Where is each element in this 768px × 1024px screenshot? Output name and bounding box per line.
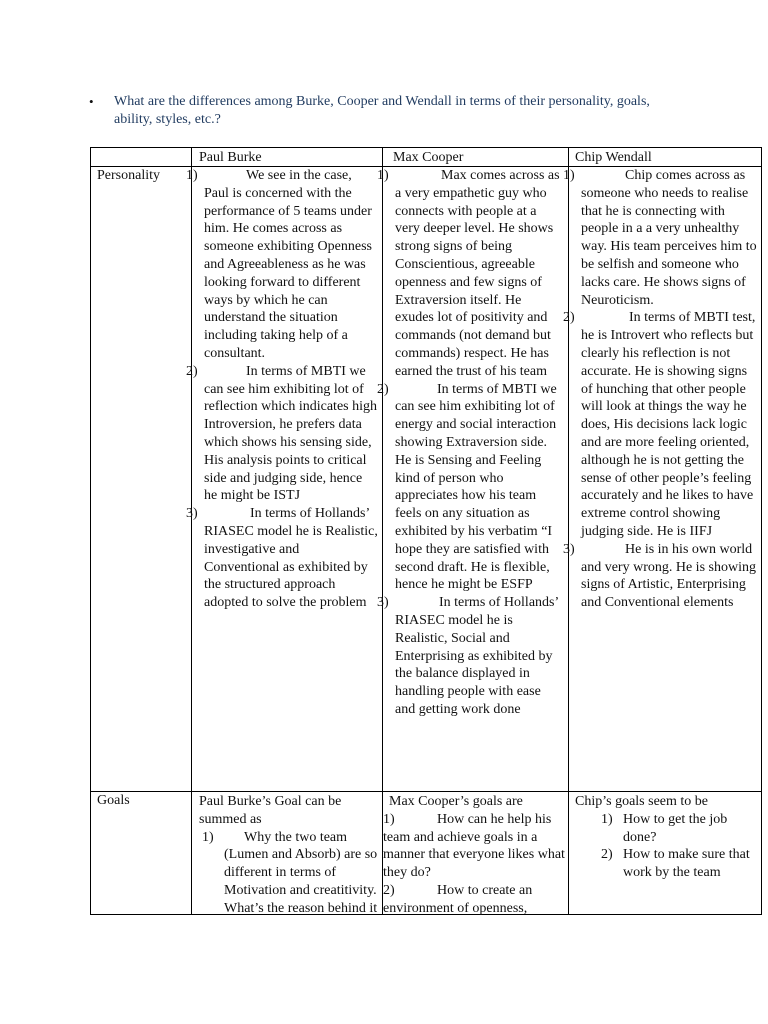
list-item: 2) In terms of MBTI we can see him exhibiting lot of reflection which indicates high Introversion, he prefers data which shows his sensing side, His analysis points to critical side and judging side, hence he might be ISTJ [186, 363, 377, 504]
cell-burke-personality [186, 167, 378, 612]
row-label-goals: Goals [97, 793, 130, 808]
cell-wendall-personality [563, 167, 761, 612]
list-item: 2) In terms of MBTI test, he is Introvert who reflects but clearly his reflection is not accurate. He is showing signs of hunching that other people will look at things the way he does, His decisions lack logic and are more feeling oriented, although he is not getting the sense of other people’s feeling accurately and he likes to have extreme control showing judging side. He is IIFJ [563, 310, 756, 539]
header-max-cooper: Max Cooper [393, 150, 464, 165]
list-item: 1) Chip comes across as someone who needs to realise that he is connecting with people in a a very unhealthy way. His team perceives him to be selfish and someone who lacks care. He shows signs of Neuroticism. [563, 168, 757, 308]
row-divider [91, 791, 761, 792]
list-item: 1) Why the two team (Lumen and Absorb) are so different in terms of Motivation and creatitivity. What’s the reason behind it [202, 829, 378, 916]
cell-cooper-goals [383, 793, 565, 918]
list-item: 1) We see in the case, Paul is concerned with the performance of 5 teams under him. He comes across as someone exhibiting Openness and Agreeableness as he was looking forward to different ways by which he can understand the situation including taking help of a consultant. [186, 168, 372, 361]
column-divider [568, 148, 569, 914]
goals-intro: Max Cooper’s goals are [389, 794, 523, 809]
list-item: 3) In terms of Hollands’ RIASEC model he is Realistic, investigative and Conventional as exhibited by the structured approach adopted to solve the problem [186, 506, 378, 611]
comparison-table [90, 147, 762, 915]
list-item: 1) Max comes across as a very empathetic guy who connects with people at a very deeper level. He shows strong signs of being Conscientious, agreeable openness and few signs of Extraversion itself. He exudes lot of positivity and commands (not demand but commands) respect. He has earned the trust of his team [377, 168, 560, 379]
list-item: 2) How to create an environment of openness, [383, 882, 533, 916]
list-item: 1) How can he help his team and achieve goals in a manner that everyone likes what they do? [383, 811, 565, 881]
column-divider [191, 148, 192, 914]
cell-cooper-personality [377, 167, 563, 719]
list-item: 2) How to make sure that work by the team [601, 847, 750, 881]
goals-intro: Chip’s goals seem to be [575, 794, 708, 809]
goals-intro: Paul Burke’s Goal can be summed as [199, 794, 342, 827]
header-chip-wendall: Chip Wendall [575, 150, 652, 165]
list-item: 3) In terms of Hollands’ RIASEC model he is Realistic, Social and Enterprising as exhibited by the balance displayed in handling people with ease and getting work done [377, 595, 559, 717]
cell-burke-goals [199, 793, 379, 918]
cell-wendall-goals [575, 793, 761, 882]
row-label-personality: Personality [97, 168, 160, 183]
list-item: 3) He is in his own world and very wrong. He is showing signs of Artistic, Enterprising and Conventional elements [563, 541, 756, 611]
list-item: 2) In terms of MBTI we can see him exhibiting lot of energy and social interaction showing Extraversion side. He is Sensing and Feeling kind of person who appreciates how his team feels on any situation as exhibited by his verbatim “I hope they are satisfied with second draft. He is flexible, hence he might be ESFP [377, 381, 557, 593]
question-text: What are the differences among Burke, Cooper and Wendall in terms of their personality, goals, ability, styles, etc.? [114, 94, 650, 127]
header-paul-burke: Paul Burke [199, 150, 262, 165]
list-item: 1) How to get the job done? [601, 811, 728, 845]
bullet-marker: • [89, 94, 94, 109]
